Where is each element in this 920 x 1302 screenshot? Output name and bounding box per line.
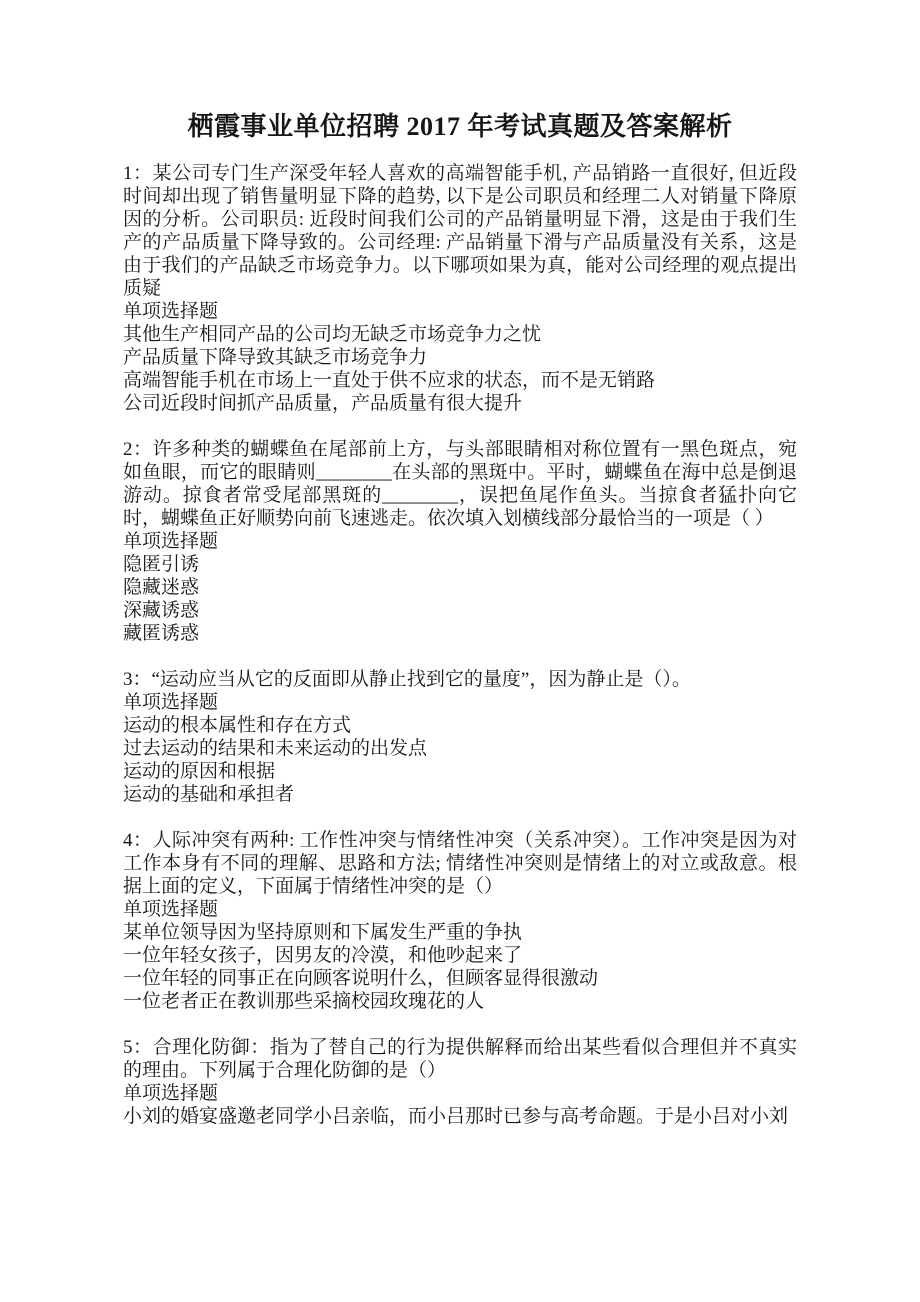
- question-type-label: 单项选择题: [123, 899, 219, 920]
- question-option: 某单位领导因为坚持原则和下属发生严重的争执: [123, 922, 523, 943]
- question-text: 1：某公司专门生产深受年轻人喜欢的高端智能手机, 产品销路一直很好, 但近段时间却出现了销售量明显下降的趋势, 以下是公司职员和经理二人对销量下降原因的分析。公司职员: 近段时间我们公司的产品销量明显下滑，这是由于我们生产的产品质量下降导致的。公司经理: 产品销量下滑与产品质量没有关系，这是由于我们的产品缺乏市场竞争力。以下哪项如果为真，能对公司经理的观点提出质疑: [123, 163, 797, 299]
- question-option: 产品质量下降导致其缺乏市场竞争力: [123, 347, 428, 368]
- question-option: 其他生产相同产品的公司均无缺乏市场竞争力之忧: [123, 324, 542, 345]
- document-title: 栖霞事业单位招聘 2017 年考试真题及答案解析: [187, 112, 733, 141]
- question-option: 过去运动的结果和未来运动的出发点: [123, 738, 428, 759]
- question-option: 公司近段时间抓产品质量，产品质量有很大提升: [123, 393, 523, 414]
- question-option: 一位老者正在教训那些采摘校园玫瑰花的人: [123, 991, 485, 1012]
- question-option: 隐匿引诱: [123, 554, 200, 575]
- question-type-label: 单项选择题: [123, 531, 219, 552]
- question-option: 运动的根本属性和存在方式: [123, 715, 352, 736]
- question-text: 5：合理化防御：指为了替自己的行为提供解释而给出某些看似合理但并不真实的理由。下列属于合理化防御的是（）: [123, 1037, 797, 1081]
- question-option: 一位年轻女孩子，因男友的冷漠，和他吵起来了: [123, 945, 523, 966]
- question-5: [123, 1036, 797, 1128]
- question-option: 运动的基础和承担者: [123, 784, 295, 805]
- question-type-label: 单项选择题: [123, 1083, 219, 1104]
- question-option: 运动的原因和根据: [123, 761, 276, 782]
- document-content: [123, 0, 797, 1128]
- question-option: 深藏诱惑: [123, 600, 200, 621]
- question-option: 藏匿诱惑: [123, 623, 200, 644]
- question-1: [123, 162, 797, 415]
- question-option: 小刘的婚宴盛邀老同学小吕亲临，而小吕那时已参与高考命题。于是小吕对小刘: [123, 1106, 789, 1127]
- question-text: 4：人际冲突有两种: 工作性冲突与情绪性冲突（关系冲突）。工作冲突是因为对工作本身有不同的理解、思路和方法; 情绪性冲突则是情绪上的对立或敌意。根据上面的定义，下面属于情绪性冲突的是（）: [123, 830, 797, 897]
- question-option: 一位年轻的同事正在向顾客说明什么，但顾客显得很激动: [123, 968, 599, 989]
- question-option: 隐藏迷惑: [123, 577, 200, 598]
- question-2: [123, 438, 797, 645]
- question-4: [123, 829, 797, 1013]
- question-text: 2：许多种类的蝴蝶鱼在尾部前上方，与头部眼睛相对称位置有一黑色斑点，宛如鱼眼，而它的眼睛则________在头部的黑斑中。平时，蝴蝶鱼在海中总是倒退游动。掠食者常受尾部黑斑的________，误把鱼尾作鱼头。当掠食者猛扑向它时，蝴蝶鱼正好顺势向前飞速逃走。依次填入划横线部分最恰当的一项是（ ）: [123, 439, 797, 529]
- question-text: 3：“运动应当从它的反面即从静止找到它的量度”，因为静止是（）。: [123, 669, 691, 690]
- question-option: 高端智能手机在市场上一直处于供不应求的状态，而不是无销路: [123, 370, 656, 391]
- question-3: [123, 668, 797, 806]
- question-type-label: 单项选择题: [123, 301, 219, 322]
- question-type-label: 单项选择题: [123, 692, 219, 713]
